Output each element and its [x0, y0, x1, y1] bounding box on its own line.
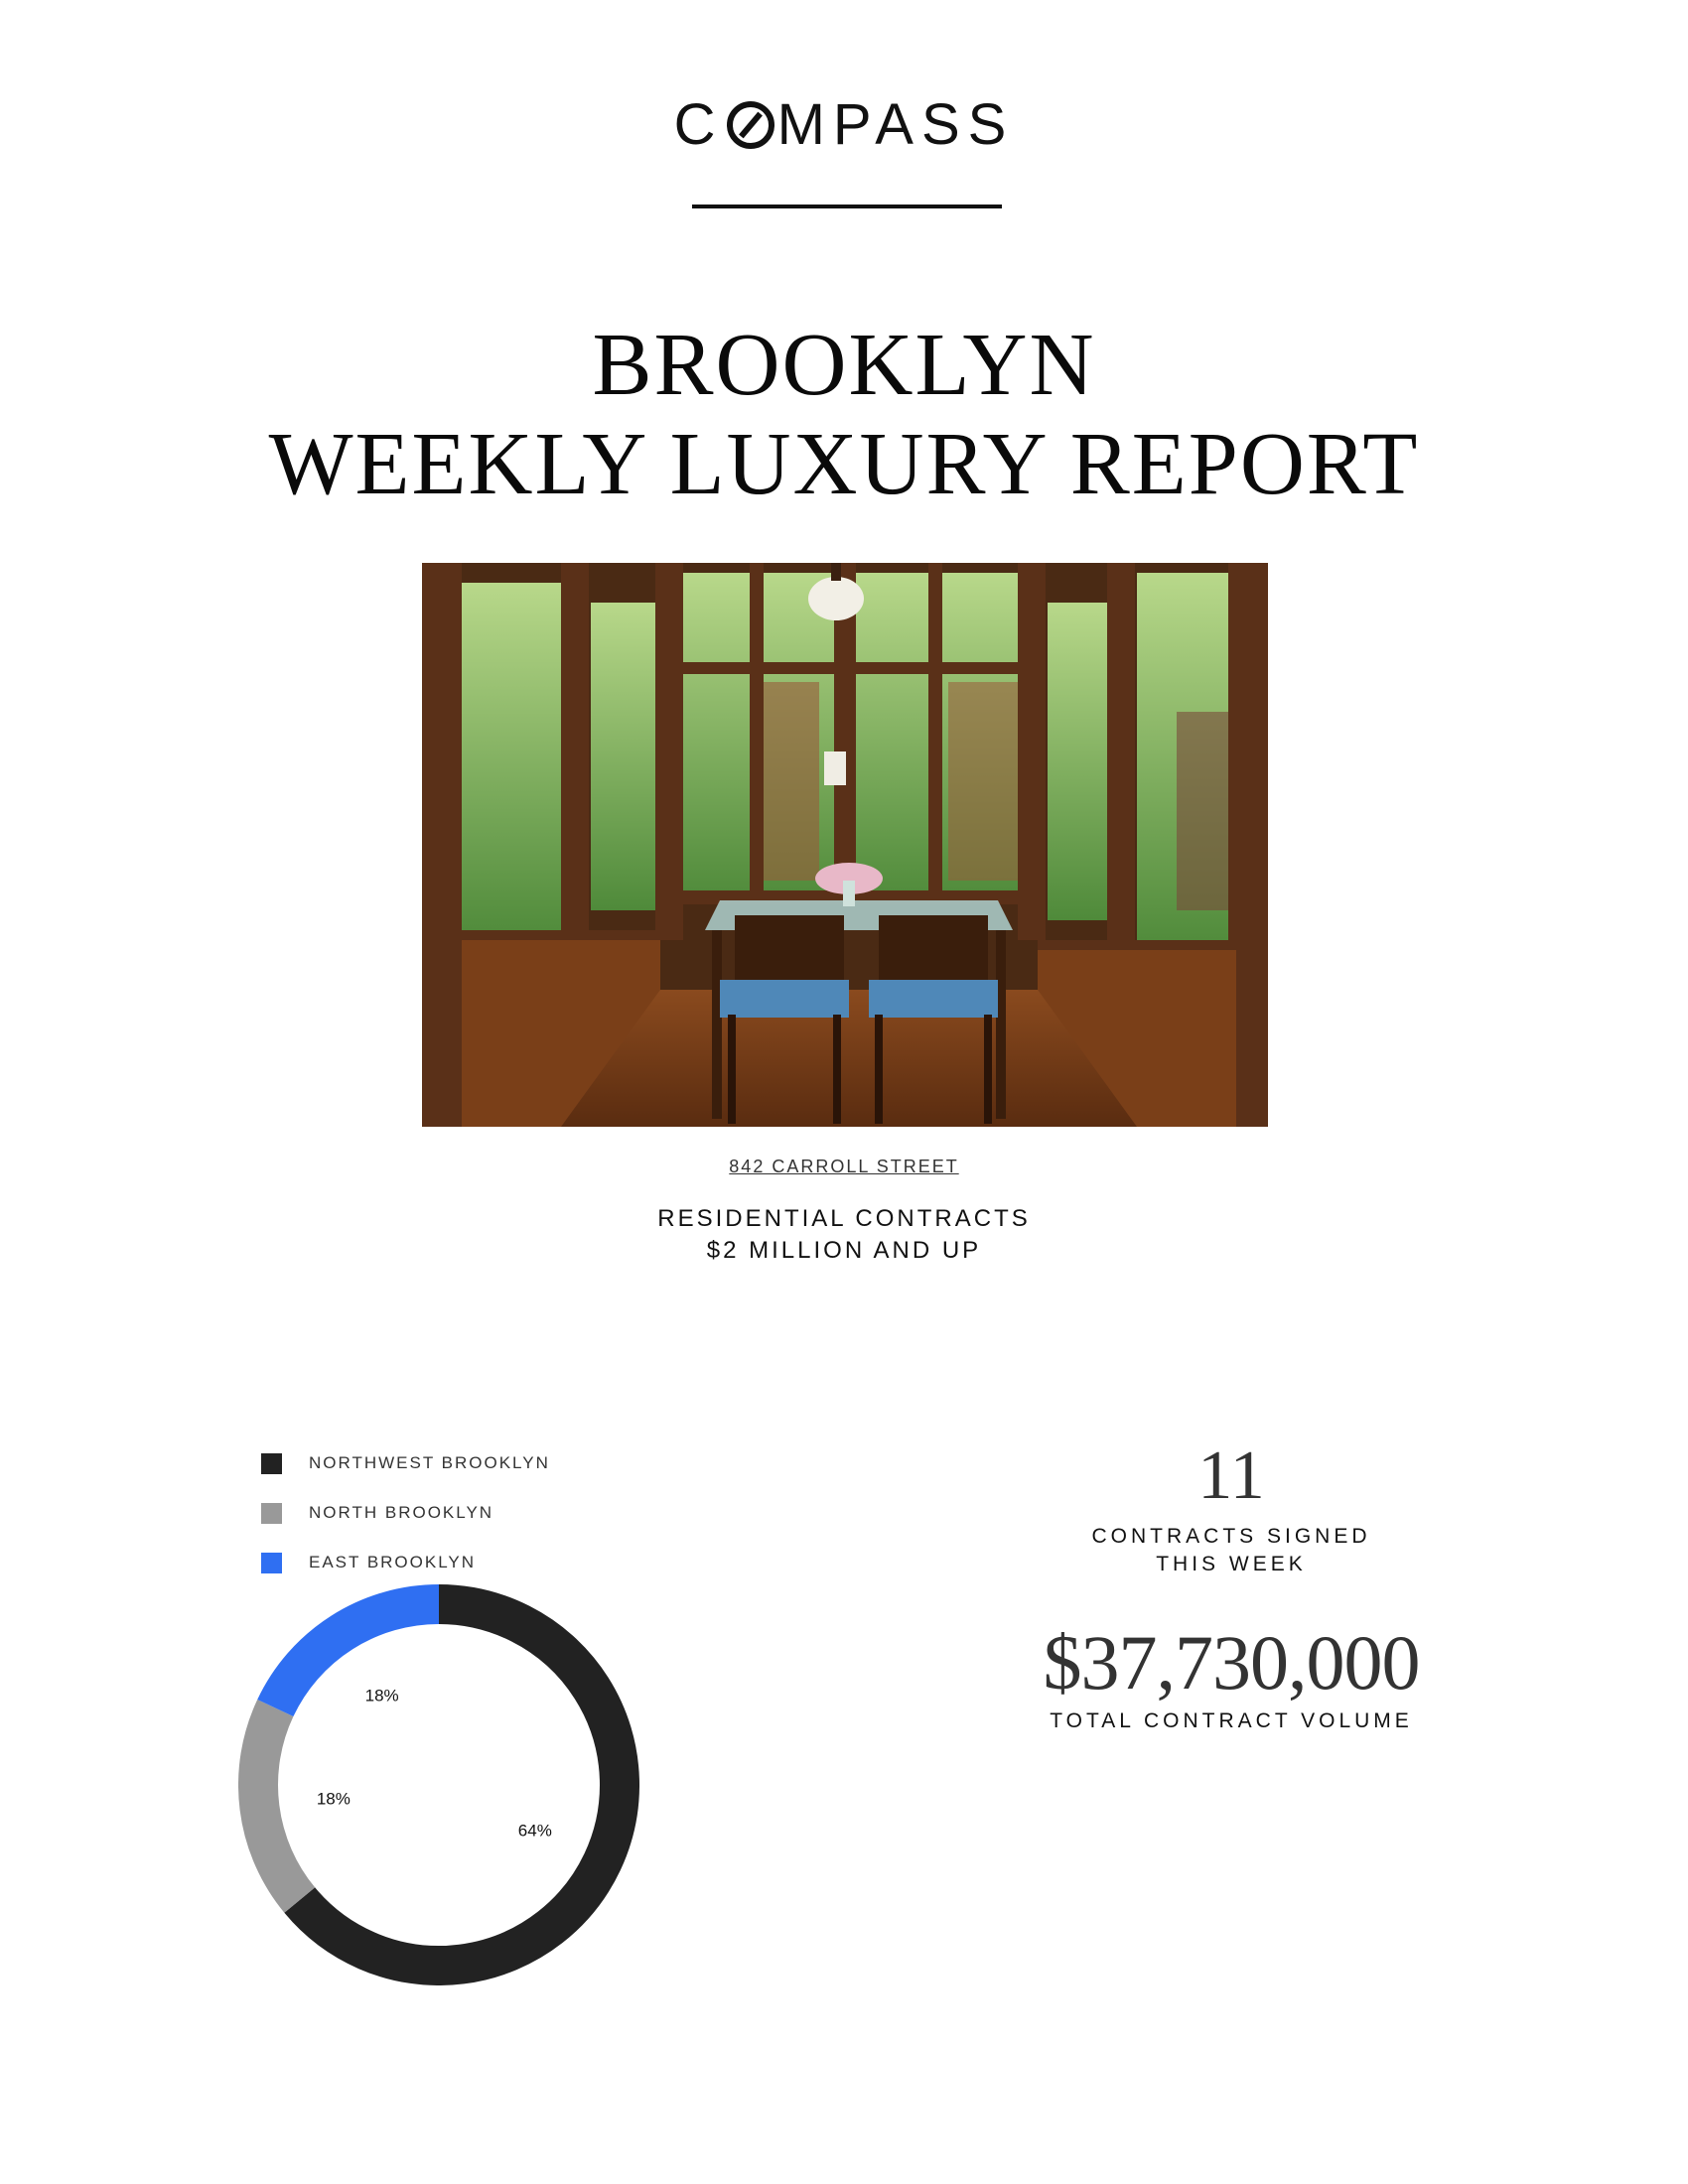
legend-swatch-east [261, 1553, 282, 1573]
property-address-link[interactable]: 842 CARROLL STREET [729, 1157, 959, 1176]
legend-item-east [261, 1538, 550, 1587]
total-contract-volume: $37,730,000 [1043, 1619, 1420, 1706]
contracts-count: 11 [1197, 1437, 1265, 1514]
legend-label-east: EAST BROOKLYN [309, 1553, 477, 1571]
title-line-2: WEEKLY LUXURY REPORT [268, 415, 1420, 513]
logo-text-start: C [673, 92, 724, 157]
donut-slice-east [275, 1604, 439, 1708]
donut-label-northwest: 64% [517, 1821, 552, 1841]
donut-slice-northwest [300, 1604, 620, 1966]
contracts-label [1033, 1523, 1430, 1578]
logo-text-end: MPASS [776, 92, 1015, 157]
donut-slice-north [258, 1708, 300, 1901]
legend-item-north [261, 1488, 550, 1538]
donut-label-north: 18% [316, 1789, 351, 1809]
contracts-label-line-1: CONTRACTS SIGNED [1091, 1525, 1371, 1548]
subtitle-line-2: $2 MILLION AND UP [706, 1237, 982, 1264]
compass-o-icon [727, 101, 774, 149]
report-subtitle [0, 1203, 1688, 1267]
legend-swatch-northwest [261, 1453, 282, 1474]
legend-label-north: NORTH BROOKLYN [309, 1503, 494, 1522]
contracts-donut-chart [238, 1584, 639, 1985]
legend-label-northwest: NORTHWEST BROOKLYN [309, 1453, 550, 1472]
subtitle-line-1: RESIDENTIAL CONTRACTS [657, 1205, 1031, 1232]
featured-property-photo [422, 563, 1268, 1127]
legend-item-northwest [261, 1438, 550, 1488]
total-volume-label: TOTAL CONTRACT VOLUME [1050, 1709, 1413, 1732]
title-line-1: BROOKLYN [592, 316, 1096, 414]
photo-caption[interactable] [0, 1157, 1688, 1177]
header-divider [692, 205, 1002, 208]
legend-swatch-north [261, 1503, 282, 1524]
report-title [0, 316, 1688, 514]
donut-label-east: 18% [364, 1686, 399, 1706]
compass-logo [0, 91, 1688, 158]
chart-legend [261, 1438, 550, 1587]
contracts-label-line-2: THIS WEEK [1156, 1553, 1307, 1575]
